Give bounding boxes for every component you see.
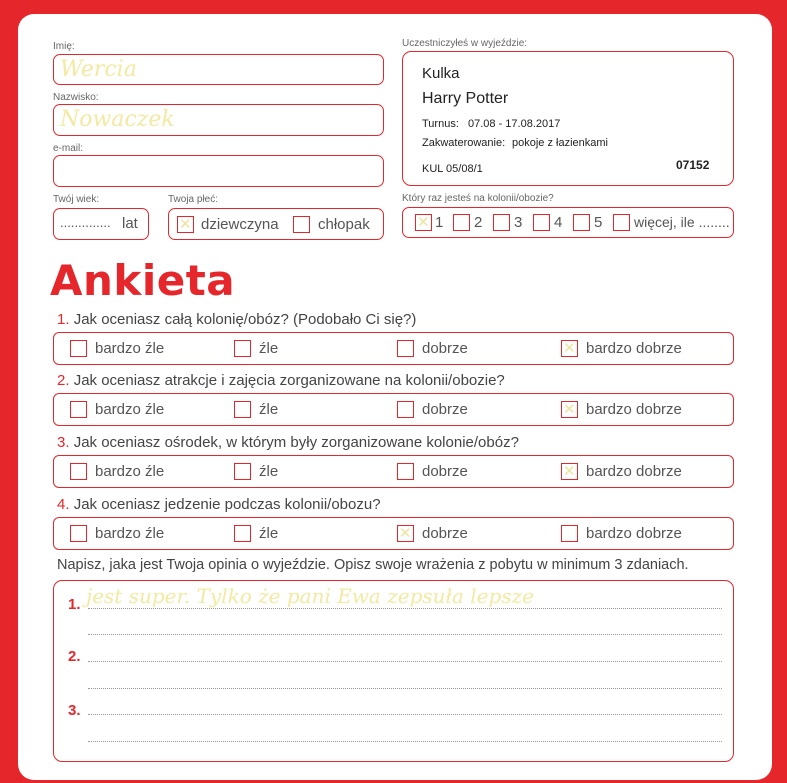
plec-label: Twoja płeć: [168, 194, 219, 205]
nazwisko-label: Nazwisko: [53, 92, 99, 103]
question-number: 4. [57, 496, 70, 513]
checkbox-q1-option-3[interactable] [397, 340, 414, 357]
writing-line [88, 688, 722, 689]
writing-line [88, 661, 722, 662]
line-number: 1. [68, 596, 81, 613]
checkbox-raz-2[interactable] [453, 214, 470, 231]
line-number: 3. [68, 702, 81, 719]
question-3-text [57, 434, 519, 451]
check-mark: ✕ [179, 216, 192, 233]
question-1-options [53, 332, 734, 365]
option-label: źle [259, 401, 279, 418]
zakwaterowanie-label: Zakwaterowanie: [422, 137, 506, 149]
checkbox-raz-3[interactable] [493, 214, 510, 231]
question-label: Jak oceniasz ośrodek, w którym były zorganizowane kolonie/obóz? [73, 434, 519, 451]
trip-card [402, 51, 734, 186]
nazwisko-field[interactable] [53, 104, 384, 136]
question-2-options [53, 393, 734, 426]
imie-handwriting: Wercia [60, 57, 137, 82]
wiek-dots: .............. [60, 215, 111, 230]
checkbox-q1-option-4[interactable] [561, 340, 578, 357]
trip-group: Kulka [422, 65, 460, 82]
question-number: 3. [57, 434, 70, 451]
writing-line [88, 741, 722, 742]
option-raz-wiecej: więcej, ile ........ [634, 214, 730, 230]
option-raz-1: 1 [435, 214, 444, 231]
kolonia-label: Który raz jesteś na kolonii/obozie? [402, 193, 554, 204]
checkbox-q2-option-2[interactable] [234, 401, 251, 418]
question-4-text [57, 496, 381, 513]
checkbox-q2-option-1[interactable] [70, 401, 87, 418]
survey-title: Ankieta [50, 256, 236, 305]
option-label: bardzo źle [95, 401, 165, 418]
option-label: bardzo źle [95, 463, 165, 480]
imie-field[interactable] [53, 54, 384, 85]
checkbox-q3-option-3[interactable] [397, 463, 414, 480]
check-mark: ✕ [563, 463, 576, 480]
option-raz-5: 5 [594, 214, 603, 231]
option-raz-4: 4 [554, 214, 563, 231]
question-1-text [57, 311, 416, 328]
option-label: dobrze [422, 463, 468, 480]
option-raz-2: 2 [474, 214, 483, 231]
line-number: 2. [68, 648, 81, 665]
checkbox-q2-option-3[interactable] [397, 401, 414, 418]
check-mark: ✕ [399, 525, 412, 542]
checkbox-raz-5[interactable] [573, 214, 590, 231]
nazwisko-handwriting: Nowaczek [60, 107, 175, 132]
checkbox-q2-option-4[interactable] [561, 401, 578, 418]
option-raz-3: 3 [514, 214, 523, 231]
question-2-text [57, 372, 505, 389]
opinion-handwriting: jest super. Tylko że pani Ewa zepsuła lepsze [86, 584, 534, 608]
checkbox-q1-option-1[interactable] [70, 340, 87, 357]
check-mark: ✕ [417, 214, 430, 231]
option-label: dobrze [422, 525, 468, 542]
checkbox-q1-option-2[interactable] [234, 340, 251, 357]
zakwaterowanie-value: pokoje z łazienkami [512, 137, 608, 149]
email-label: e-mail: [53, 143, 84, 154]
imie-label: Imię: [53, 41, 75, 52]
turnus-label: Turnus: [422, 118, 459, 130]
checkbox-q3-option-1[interactable] [70, 463, 87, 480]
kolonia-field [402, 207, 734, 238]
question-4-options [53, 517, 734, 550]
turnus-value: 07.08 - 17.08.2017 [468, 118, 561, 130]
wiek-label: Twój wiek: [53, 194, 100, 205]
writing-line [88, 608, 722, 609]
opinion-prompt: Napisz, jaka jest Twoja opinia o wyjeździe. Opisz swoje wrażenia z pobytu w minimum 3 zdaniach. [57, 557, 689, 573]
option-dziewczyna: dziewczyna [201, 216, 279, 233]
option-label: bardzo dobrze [586, 401, 682, 418]
question-label: Jak oceniasz jedzenie podczas kolonii/obozu? [73, 496, 381, 513]
checkbox-dziewczyna[interactable] [177, 216, 194, 233]
option-label: bardzo dobrze [586, 463, 682, 480]
checkbox-q4-option-2[interactable] [234, 525, 251, 542]
question-label: Jak oceniasz atrakcje i zajęcia zorganizowane na kolonii/obozie? [73, 372, 505, 389]
checkbox-raz-wiecej[interactable] [613, 214, 630, 231]
checkbox-q3-option-2[interactable] [234, 463, 251, 480]
trip-label: Uczestniczyłeś w wyjeździe: [402, 38, 528, 49]
question-number: 1. [57, 311, 70, 328]
option-label: bardzo dobrze [586, 340, 682, 357]
checkbox-q3-option-4[interactable] [561, 463, 578, 480]
checkbox-chlopak[interactable] [293, 216, 310, 233]
check-mark: ✕ [563, 340, 576, 357]
option-chlopak: chłopak [318, 216, 370, 233]
checkbox-raz-1[interactable] [415, 214, 432, 231]
plec-field [168, 208, 384, 240]
option-label: źle [259, 340, 279, 357]
wiek-unit: lat [122, 215, 138, 232]
checkbox-q4-option-3[interactable] [397, 525, 414, 542]
trip-number: 07152 [676, 158, 710, 172]
checkbox-q4-option-4[interactable] [561, 525, 578, 542]
trip-code: KUL 05/08/1 [422, 163, 483, 175]
option-label: źle [259, 525, 279, 542]
opinion-box[interactable] [53, 580, 734, 762]
option-label: dobrze [422, 401, 468, 418]
option-label: dobrze [422, 340, 468, 357]
wiek-field[interactable] [53, 208, 149, 240]
option-label: źle [259, 463, 279, 480]
checkbox-q4-option-1[interactable] [70, 525, 87, 542]
question-3-options [53, 455, 734, 488]
question-label: Jak oceniasz całą kolonię/obóz? (Podobało Ci się?) [73, 311, 417, 328]
option-label: bardzo źle [95, 340, 165, 357]
checkbox-raz-4[interactable] [533, 214, 550, 231]
email-field[interactable] [53, 155, 384, 187]
check-mark: ✕ [563, 401, 576, 418]
trip-name: Harry Potter [422, 90, 509, 107]
writing-line [88, 714, 722, 715]
writing-line [88, 634, 722, 635]
option-label: bardzo dobrze [586, 525, 682, 542]
question-number: 2. [57, 372, 70, 389]
option-label: bardzo źle [95, 525, 165, 542]
